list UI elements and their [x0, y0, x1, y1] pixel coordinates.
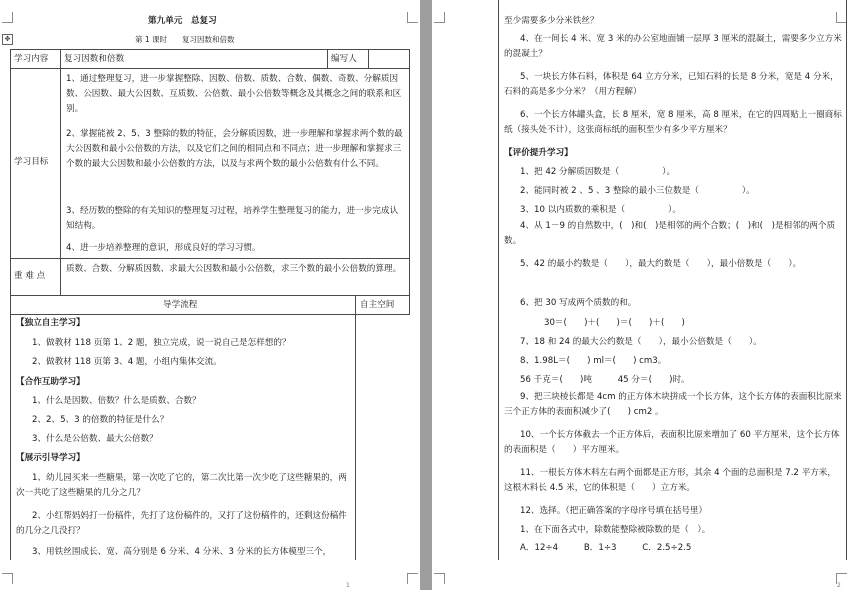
table-line: [10, 49, 410, 50]
table-line: [10, 295, 410, 296]
table-line: [10, 314, 11, 560]
eval-item: 5、42 的最小约数是（ ），最大约数是（ ），最小倍数是（ ）。: [520, 259, 802, 269]
table-line: [327, 49, 328, 69]
table-line: [355, 295, 356, 560]
table-line: [409, 49, 410, 315]
study-content-value: 复习因数和倍数: [64, 54, 125, 64]
section-item: 1、做教材 118 页第 1、2 题，独立完成，说一说自己是怎样想的？: [32, 338, 291, 348]
crop-mark: [2, 573, 13, 584]
table-line: [10, 314, 410, 315]
problem-item: 6、一个长方体罐头盒，长 8 厘米，宽 8 厘米，高 8 厘米，在它的四周贴上一圈商标纸（接头处不计），这张商标纸的面积至少有多少平方厘米？: [504, 110, 842, 135]
table-line: [498, 0, 499, 560]
section-item: 2、做教材 118 页第 3、4 题，小组内集体交流。: [32, 357, 222, 367]
document-page-2: [432, 0, 849, 590]
eval-item: 7、18 和 24 的最大公约数是（ ），最小公倍数是（ ）。: [520, 337, 762, 347]
eval-item: 6、把 30 写成两个质数的和。: [520, 298, 637, 308]
section-title: 【评价提升学习】: [504, 148, 573, 158]
page-title: 第九单元 总复习: [148, 16, 217, 26]
section-title: 【独立自主学习】: [16, 318, 85, 328]
table-line: [10, 258, 410, 259]
eval-item: 56 千克＝( )吨 45 分＝( )时。: [520, 375, 690, 385]
section-item: 1、什么是因数、倍数？什么是质数、合数？: [32, 396, 201, 406]
table-line: [60, 49, 61, 295]
crop-mark: [434, 573, 445, 584]
section-item: 2、小红帮妈妈打一份稿件，先打了这份稿件的，又打了这份稿件的，还剩这份稿件的几分之几没打？: [16, 511, 347, 536]
table-move-handle-icon[interactable]: ✥: [2, 34, 13, 45]
crop-mark: [407, 12, 418, 23]
table-line: [846, 0, 847, 560]
free-space-header: 自主空间: [360, 300, 395, 310]
eval-item: 1、在下面各式中，除数能整除被除数的是（ ）。: [520, 525, 711, 535]
eval-item: 1、把 42 分解质因数是（ ）。: [520, 167, 676, 177]
document-page-1: [0, 0, 420, 590]
flow-header: 导学流程: [163, 300, 198, 310]
goal-item: 3、经历数的整除的有关知识的整理复习过程，培养学生整理复习的能力，进一步完成认知结构。: [66, 206, 399, 231]
label-writer: 编写人: [331, 54, 357, 64]
eval-item: 2、能同时被 2 、5 、3 整除的最小三位数是（ ）。: [520, 186, 755, 196]
eval-item: 9、把三块棱长都是 4cm 的正方体木块拼成一个长方体，这个长方体的表面积比原来三个正方体的表面积减少了( ) cm2 。: [504, 392, 842, 417]
table-line: [10, 68, 410, 69]
section-item: 3、用铁丝围成长、宽、高分别是 6 分米、4 分米、3 分米的长方体模型三个，: [32, 547, 332, 557]
goal-item: 1、通过整理复习，进一步掌握整除、因数、倍数、质数、合数、偶数、奇数、分解质因数、公因数、最大公因数、互质数、公倍数、最小公倍数等概念及其概念之间的联系和区别。: [66, 74, 402, 114]
eval-item: 3、10 以内质数的乘积是（ ）。: [520, 205, 681, 215]
label-key-points: 重 难 点: [14, 271, 46, 281]
section-item: 1、幼儿园买来一些糖果，第一次吃了它的，第二次比第一次少吃了这些糖果的，两次一共吃了这些糖果的几分之几？: [16, 473, 347, 498]
label-goals: 学习目标: [14, 157, 49, 167]
eval-item: 10、一个长方体截去一个正方体后，表面积比原来增加了 60 平方厘米，这个长方体的表面积是（ ）平方厘米。: [504, 430, 840, 455]
page-number: 1: [346, 582, 350, 589]
problem-item: 4、在一间长 4 米、宽 3 米的办公室地面铺一层厚 3 厘米的混凝土，需要多少立方米的混凝土？: [504, 34, 842, 59]
eval-item: 12、选择。（把正确答案的字母序号填在括号里）: [520, 506, 708, 516]
crop-mark: [2, 12, 13, 23]
section-title: 【合作互助学习】: [16, 377, 85, 387]
key-points-text: 质数、合数、分解质因数、求最大公因数和最小公倍数，求三个数的最小公倍数的算理。: [66, 264, 402, 274]
eval-item: 8、1.98L＝( ) ml＝( ) cm3。: [520, 356, 667, 366]
page-subtitle: 第 1 课时 复习因数和倍数: [135, 35, 235, 44]
table-line: [368, 49, 369, 69]
continued-text: 至少需要多少分米铁丝？: [504, 16, 599, 26]
goal-item: 4、进一步培养整理的意识，形成良好的学习习惯。: [66, 243, 261, 253]
eval-item: 4、从 1－9 的自然数中，( )和( )是相邻的两个合数；( )和( )是相邻的两个质数。: [504, 221, 836, 246]
label-study-content: 学习内容: [14, 54, 49, 64]
goal-item: 2、掌握能被 2、5、3 整除的数的特征，会分解质因数，进一步理解和掌握求两个数的最大公因数和最小公倍数的方法，以及它们之间的相同点和不同点；进一步理解和掌握求三个数的最大公因数和最小公倍数的方法，以及与求两个数的最小公倍数有什么不同。: [66, 129, 403, 169]
eval-item: 30＝( )＋( )＝( )＋( ): [544, 318, 685, 328]
section-item: 2、2、5、3 的倍数的特征是什么？: [32, 415, 169, 425]
table-line: [10, 49, 11, 315]
eval-item: A．12÷4 B．1÷3 C．2.5÷2.5: [520, 543, 692, 553]
section-title: 【展示引导学习】: [16, 453, 85, 463]
problem-item: 5、一块长方体石料，体积是 64 立方分米，已知石料的长是 8 分米，宽是 4 分米，石料的高是多少分米？（用方程解）: [504, 72, 839, 97]
section-item: 3、什么是公倍数、最大公倍数？: [32, 434, 158, 444]
crop-mark: [407, 573, 418, 584]
page-number: 2: [837, 582, 841, 589]
eval-item: 11、一根长方体木料左右两个面都是正方形，其余 4 个面的总面积是 7.2 平方米，这根木料长 4.5 米，它的体积是（ ）立方米。: [504, 468, 836, 493]
crop-mark: [434, 12, 445, 23]
